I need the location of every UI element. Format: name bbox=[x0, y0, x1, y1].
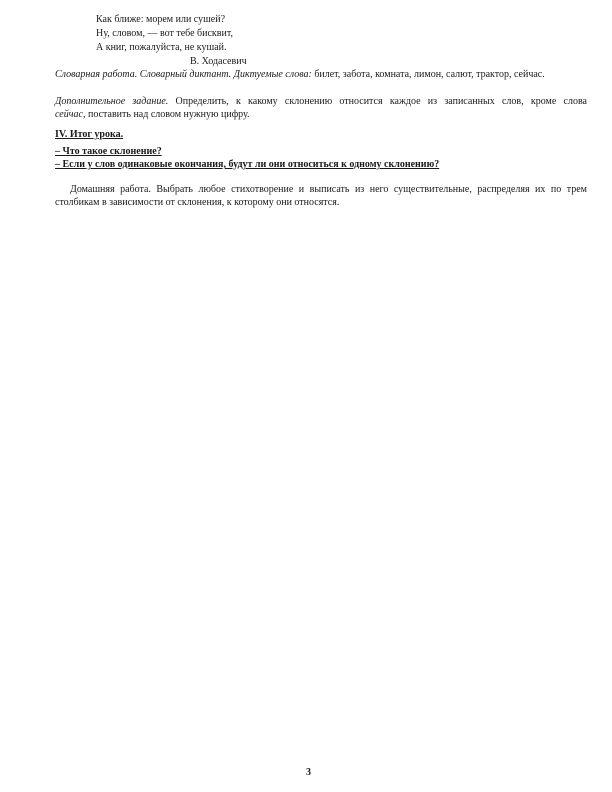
page-number: 3 bbox=[306, 767, 311, 778]
vocabulary-paragraph bbox=[55, 68, 545, 81]
poem-line-1: Как ближе: морем или сушей? bbox=[96, 14, 226, 25]
homework-line-2: столбикам в зависимости от склонения, к которому они относятся. bbox=[55, 197, 340, 208]
vocabulary-label: Словарная работа. Словарный диктант. Диктуемые слова: bbox=[55, 69, 312, 80]
poem-line-2: Ну, словом, — вот тебе бисквит, bbox=[96, 28, 233, 39]
extra-task-text-end: поставить над словом нужную цифру. bbox=[87, 109, 250, 120]
vocabulary-words: билет, забота, комната, лимон, салют, трактор, сейчас. bbox=[314, 69, 545, 80]
extra-task-word: сейчас, bbox=[55, 109, 86, 120]
summary-question-2: – Если у слов одинаковые окончания, будут ли они относиться к одному склонению? bbox=[55, 159, 440, 170]
summary-question-1: – Что такое склонение? bbox=[55, 146, 162, 157]
extra-task-line-2 bbox=[55, 108, 250, 121]
extra-task-line-1 bbox=[55, 95, 587, 108]
homework-line-1: Домашняя работа. Выбрать любое стихотворение и выписать из него существительные, распределяя их по трем bbox=[70, 184, 587, 195]
extra-task-text: Определить, к какому склонению относится каждое из записанных слов, кроме слова bbox=[175, 96, 587, 107]
extra-task-label: Дополнительное задание. bbox=[55, 96, 169, 107]
poem-author: В. Ходасевич bbox=[190, 56, 247, 67]
summary-heading: IV. Итог урока. bbox=[55, 129, 124, 140]
poem-line-3: А книг, пожалуйста, не кушай. bbox=[96, 42, 227, 53]
